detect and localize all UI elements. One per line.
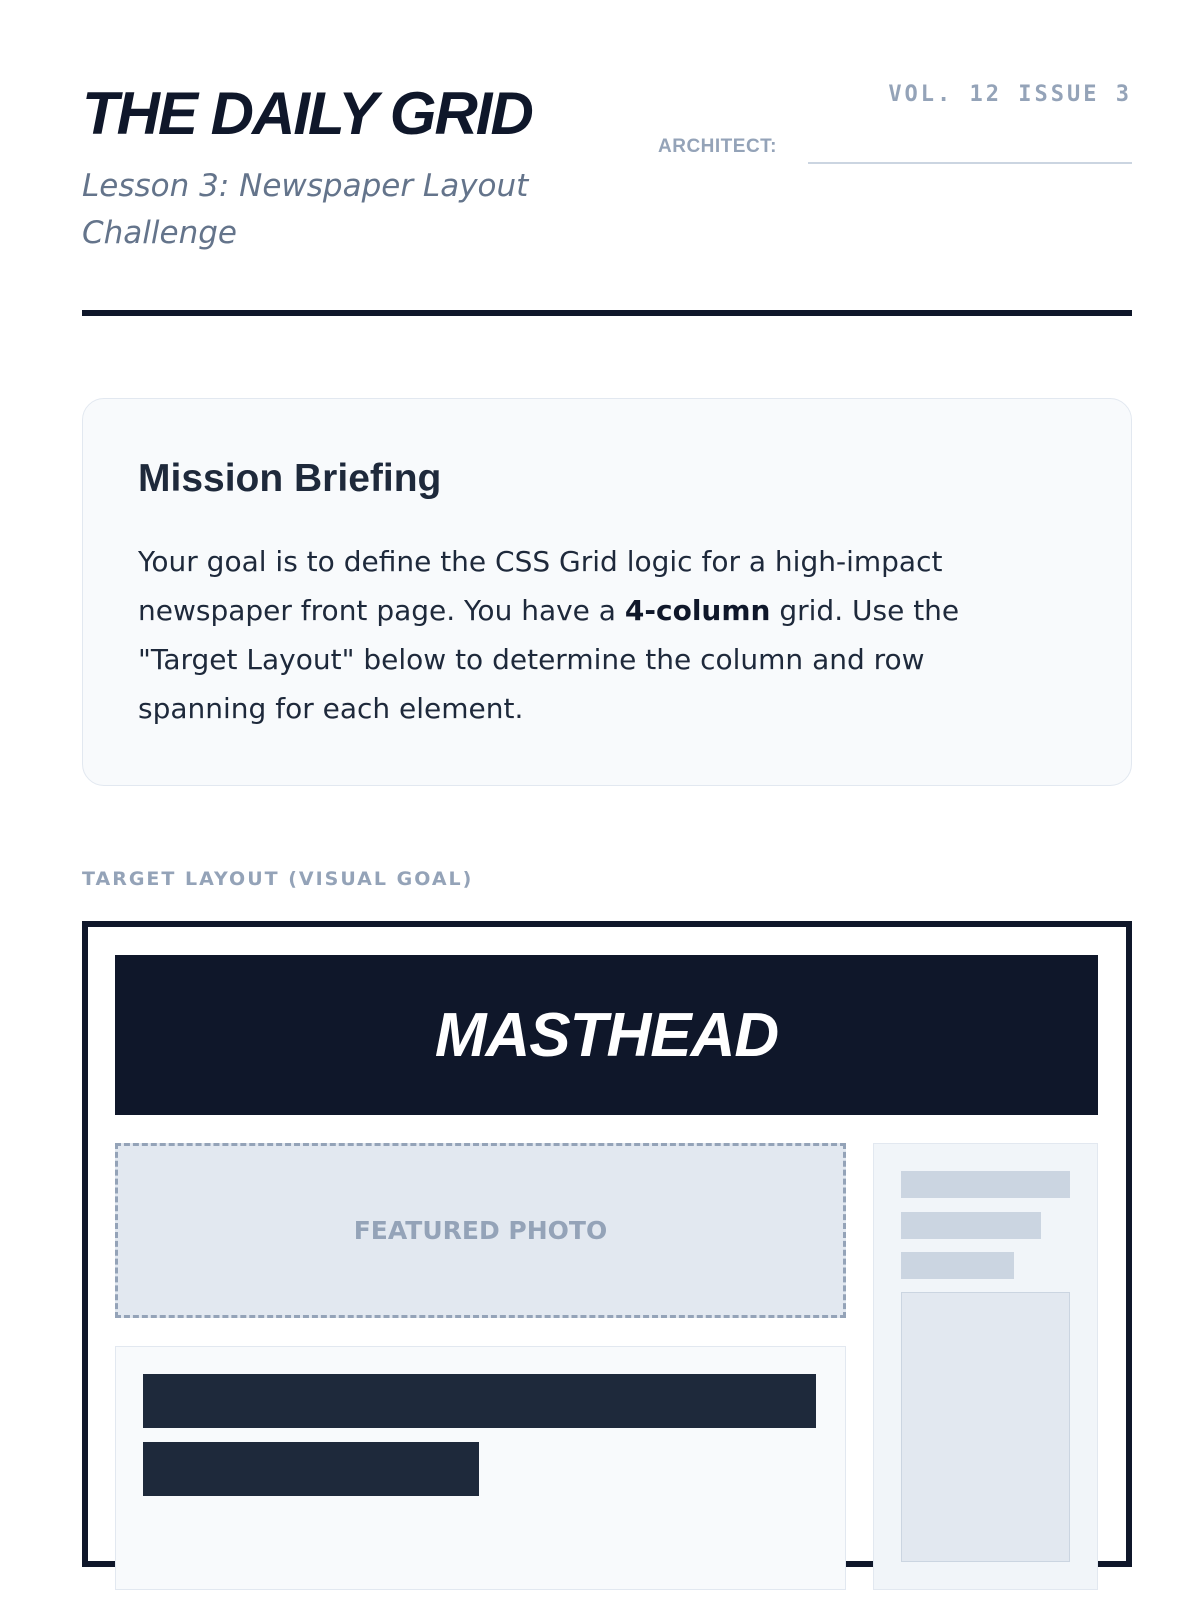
mission-briefing-card xyxy=(82,398,1132,786)
architect-label: ARCHITECT: xyxy=(658,136,777,157)
briefing-text-emphasis: 4-column xyxy=(624,594,771,627)
sidebar-image-placeholder xyxy=(901,1292,1070,1562)
featured-photo-label: FEATURED PHOTO xyxy=(353,1216,608,1245)
masthead-block xyxy=(115,955,1098,1115)
briefing-text xyxy=(138,537,998,733)
header-divider xyxy=(82,310,1132,316)
lesson-page xyxy=(82,0,1132,1600)
newspaper-title: THE DAILY GRID xyxy=(82,80,532,147)
briefing-heading: Mission Briefing xyxy=(138,457,442,500)
issue-label: VOL. 12 ISSUE 3 xyxy=(888,82,1132,107)
lesson-subtitle: Lesson 3: Newspaper Layout Challenge xyxy=(82,168,529,251)
sidebar-text-line xyxy=(901,1212,1041,1239)
target-layout-label: TARGET LAYOUT (VISUAL GOAL) xyxy=(82,868,474,890)
featured-photo-placeholder xyxy=(115,1143,846,1318)
briefing-text-end: grid. Use the "Target Layout" below to determine the column and row spanning for each element. xyxy=(138,594,960,725)
briefing-text-start: Your goal is to define the CSS Grid logic for a high-impact newspaper front page. You have a xyxy=(138,545,943,627)
sidebar-text-line xyxy=(901,1252,1014,1279)
headline-line xyxy=(143,1374,816,1428)
sidebar-text-line xyxy=(901,1171,1070,1198)
headline-line-short xyxy=(143,1442,479,1496)
page-header xyxy=(82,76,1132,316)
architect-input[interactable] xyxy=(808,130,1132,164)
masthead-label: MASTHEAD xyxy=(434,1000,779,1070)
